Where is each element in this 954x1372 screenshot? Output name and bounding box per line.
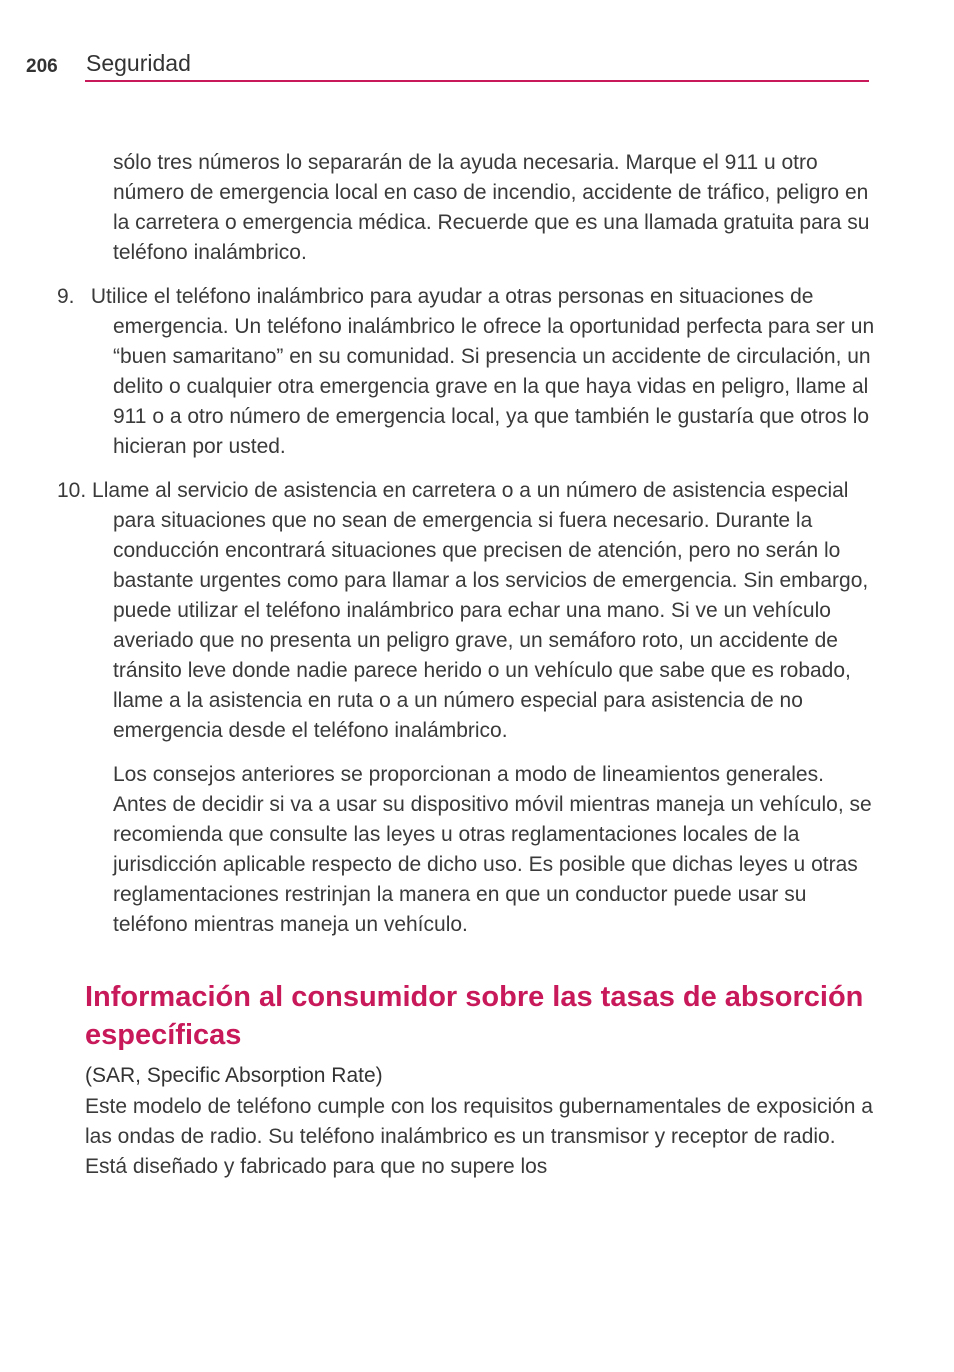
list-item-text: Llame al servicio de asistencia en carretera o a un número de asistencia especial para situaciones que no sean de emergencia si fuera necesario. Durante la conducción encontrará situaciones que precisen de atención, pero no serán lo bastante urgentes como para llamar a los servicios de emergencia. Sin embargo, puede utilizar el teléfono inalámbrico para echar una mano. Si ve un vehículo averiado que no presenta un peligro grave, un semáforo roto, un accidente de tránsito leve donde nadie parece herido o un vehículo que sabe que es robado, llame a la asistencia en ruta o a un número especial para asistencia de no emergencia desde el teléfono inalámbrico.: [92, 479, 869, 742]
list-number: 10.: [57, 479, 87, 502]
section-name: Seguridad: [86, 50, 191, 76]
section-subheading: (SAR, Specific Absorption Rate): [85, 1064, 383, 1087]
list-item-10: [57, 476, 875, 746]
closing-paragraph: Los consejos anteriores se proporcionan a modo de lineamientos generales. Antes de decidir si va a usar su dispositivo móvil mientras maneja un vehículo, se recomienda que consulte las leyes u otras reglamentaciones locales de la jurisdicción aplicable respecto de dicho uso. Es posible que dichas leyes u otras reglamentaciones restrinjan la manera en que un conductor puede usar su teléfono mientras maneja un vehículo.: [113, 763, 872, 936]
header-divider: [85, 80, 869, 82]
list-item-9: 9. Utilice el teléfono inalámbrico para ayudar a otras personas en situaciones de emergencia. Un teléfono inalámbrico le ofrece la oportunidad perfecta para ser un “buen samaritano” en su comunidad. Si presencia un accidente de circulación, un delito o cualquier otra emergencia grave en la que haya vidas en peligro, llame al 911 o a otro número de emergencia local, ya que también le gustaría que otros lo hicieran por usted.: [57, 285, 875, 458]
page-number: 206: [26, 56, 58, 77]
section-body: Este modelo de teléfono cumple con los requisitos gubernamentales de exposición a las ondas de radio. Su teléfono inalámbrico es un transmisor y receptor de radio. Está diseñado y fabricado para que no supere los: [85, 1095, 873, 1178]
continuation-paragraph: sólo tres números lo separarán de la ayuda necesaria. Marque el 911 u otro número de emergencia local en caso de incendio, accidente de tráfico, peligro en la carretera o emergencia médica. Recuerde que es una llamada gratuita para su teléfono inalámbrico.: [113, 151, 870, 264]
page-content: [57, 148, 875, 1182]
list-item-text: Utilice el teléfono inalámbrico para ayudar a otras personas en situaciones de emergencia. Un teléfono inalámbrico le ofrece la oportunidad perfecta para ser un “buen samaritano” en su comunidad. Si presencia un accidente de circulación, un delito o cualquier otra emergencia grave en la que haya vidas en peligro, llame al 911 o a otro número de emergencia local, ya que también le gustaría que otros lo hicieran por usted.: [90, 285, 875, 458]
section-heading: Información al consumidor sobre las tasas de absorción específicas: [85, 981, 864, 1051]
page-header: [0, 0, 954, 90]
